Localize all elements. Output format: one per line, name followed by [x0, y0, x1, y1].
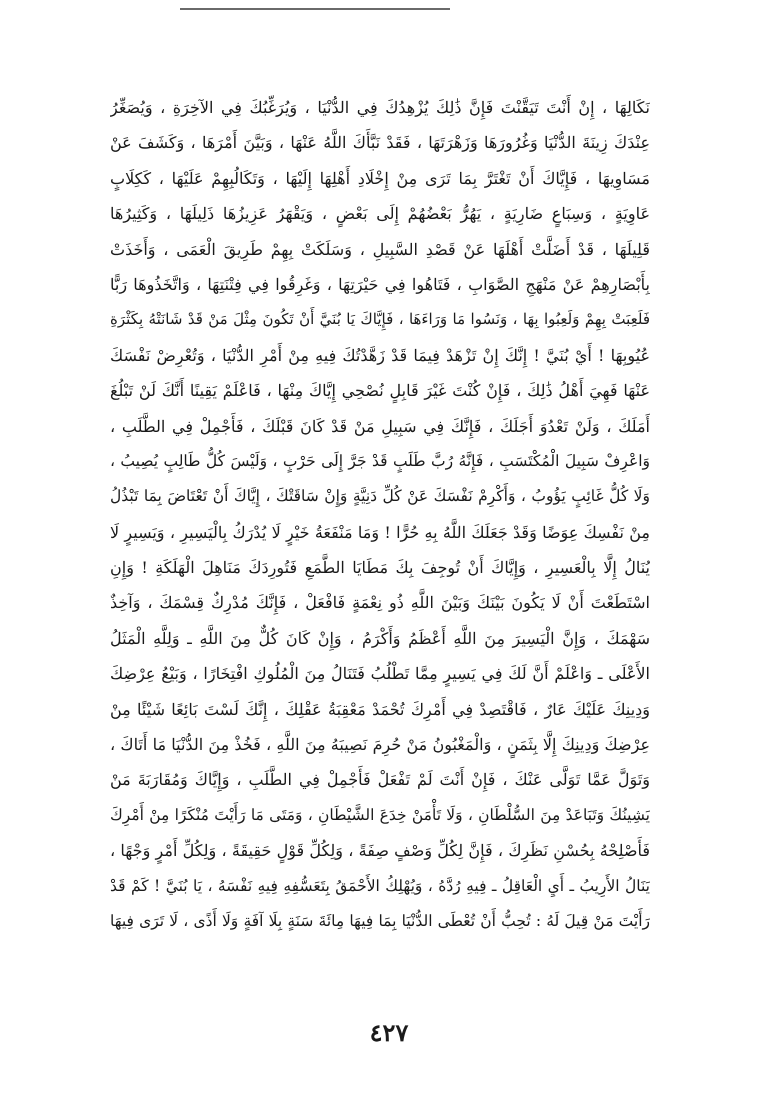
text-line: الأَعْلَى ـ وَاعْلَمْ أَنَّ لَكَ فِي يَسِيرٍ مِمَّا تَطْلُبُ فَتَنَالُ مِنَ الْمُلُوكِ افْتِخَارًا ، وَبَيْعُ عِرْضِكَ: [110, 664, 650, 684]
text-line: عِرْضِكَ وَدِينِكَ إِلَّا بِثَمَنٍ ، وَالْمَغْبُونُ مَنْ حُرِمَ نَصِيبَهُ مِنَ اللَّهِ ، فَخُذْ مِنَ الدُّنْيَا مَا أَتَاكَ ،: [110, 735, 650, 755]
text-line: عُيُوبِهَا ! أَيْ بُنَيَّ ! إِنَّكَ إِنْ تَزْهَدْ فِيمَا قَدْ زَهَّدْتُكَ فِيهِ مِنْ أَمْرِ الدُّنْيَا ، وَتُعْرِضْ نَفْسَكَ: [110, 345, 650, 365]
text-line: مِنْ نَفْسِكَ عِوَضًا وَقَدْ جَعَلَكَ اللَّهُ بِهِ حُرًّا ! وَمَا مَنْفَعَةُ خَيْرٍ لَا يُدْرَكُ بِالْيَسِيرِ ، وَيَسِيرٍ لَا: [110, 522, 650, 542]
page-text: [110, 90, 650, 939]
text-line: وَتَوَلَّ عَمَّا تَوَلَّى عَنْكَ ، فَإِنْ أَنْتَ لَمْ تَفْعَلْ فَأَجْمِلْ فِي الطَّلَبِ ، وَإِيَّاكَ وَمُقَارَبَةَ مَنْ: [110, 770, 650, 790]
text-line: رَأَيْتَ مَنْ قِيلَ لَهُ : تُحِبُّ أَنْ تُعْطَى الدُّنْيَا بِمَا فِيهَا مِائَةَ سَنَةٍ بِلَا آفَةٍ وَلَا أَذًى ، لَا تَرَى فِيهَا: [110, 911, 650, 930]
text-line: يَشِينُكَ وَتَبَاعَدْ مِنَ السُّلْطَانِ ، وَلَا تَأْمَنْ خِدَعَ الشَّيْطَانِ ، وَمَتَى مَا رَأَيْتَ مُنْكَرًا مِنْ أَمْرِكَ: [110, 805, 650, 824]
text-line: سَهْمَكَ ، وَإِنَّ الْيَسِيرَ مِنَ اللَّهِ أَعْظَمُ وَأَكْرَمُ ، وَإِنْ كَانَ كُلٌّ مِنَ اللَّهِ ـ وَلِلَّهِ الْمَثَلُ: [110, 628, 650, 648]
text-line: عَنْهَا فَهِيَ أَهْلُ ذَٰلِكَ ، فَإِنْ كُنْتَ غَيْرَ قَابِلٍ نُصْحِي إِيَّاكَ مِنْهَا ، فَاعْلَمْ يَقِينًا أَنَّكَ لَنْ تَبْلُغَ: [110, 381, 650, 401]
text-line: وَاعْرِفْ سَبِيلَ الْمُكْتَسَبِ ، فَإِنَّهُ رُبَّ طَلَبٍ قَدْ جَرَّ إِلَى حَرْبٍ ، وَلَيْسَ كُلُّ طَالِبٍ يُصِيبُ ،: [110, 451, 650, 470]
page-number: ٤٢٧: [369, 1018, 409, 1047]
text-line: عِنْدَكَ زِينَةَ الدُّنْيَا وَغُرُورَهَا وَزَهْرَتَهَا ، فَقَدْ نَبَّأَكَ اللَّهُ عَنْهَا ، وَبَيَّنَ أَمْرَهَا ، وَكَشَفَ عَنْ: [110, 133, 650, 153]
top-rule: [180, 8, 450, 10]
text-line: وَلَا كُلُّ غَائِبٍ يَؤُوبُ ، وَأَكْرِمْ نَفْسَكَ عَنْ كُلِّ دَنِيَّةٍ وَإِنْ سَاقَتْكَ ، إِيَّاكَ أَنْ تَعْتَاضَ بِمَا تَبْذُلُ: [110, 487, 650, 506]
text-line: عَاوِيَةٍ ، وَسِبَاعٍ ضَارِيَةٍ ، يَهُرُّ بَعْضُهُمْ إِلَى بَعْضٍ ، وَيَقْهَرُ عَزِيزُهَا ذَلِيلَهَا ، وَكَثِيرُهَا: [110, 204, 650, 224]
text-line: فَلَعِبَتْ بِهِمْ وَلَعِبُوا بِهَا ، وَنَسُوا مَا وَرَاءَهَا ، فَإِيَّاكَ يَا بُنَيَّ أَنْ تَكُونَ مِثْلَ مَنْ قَدْ شَانَتْهُ بِكَثْرَةِ: [110, 310, 650, 329]
text-line: قَلِيلَهَا ، قَدْ أَضَلَّتْ أَهْلَهَا عَنْ قَصْدِ السَّبِيلِ ، وَسَلَكَتْ بِهِمْ طَرِيقَ الْعَمَى ، وَأَخَذَتْ: [110, 239, 650, 259]
text-line: يُنَالُ إِلَّا بِالْعَسِيرِ ، وَإِيَّاكَ أَنْ تُوجِفَ بِكَ مَطَايَا الطَّمَعِ فَتُورِدَكَ مَنَاهِلَ الْهَلَكَةِ ! وَإِنِ: [110, 558, 650, 578]
text-line: وَدِينِكَ عَلَيْكَ عَارٌ ، فَاقْتَصِدْ فِي أَمْرِكَ تُحْمَدْ مَعْقِبَةُ عَقْلِكَ ، إِنَّكَ لَسْتَ بَائِعًا شَيْئًا مِنْ: [110, 699, 650, 719]
text-line: نَكَالِهَا ، إِنْ أَنْتَ تَيَقَّنْتَ فَإِنَّ ذَٰلِكَ يُزْهِدُكَ فِي الدُّنْيَا ، وَيُرَغِّبُكَ فِي الآخِرَةِ ، وَيُصَغِّرُ: [110, 98, 650, 117]
text-line: أَمَلَكَ ، وَلَنْ تَعْدُوَ أَجَلَكَ ، فَإِنَّكَ فِي سَبِيلِ مَنْ قَدْ كَانَ قَبْلَكَ ، فَأَجْمِلْ فِي الطَّلَبِ ،: [110, 416, 650, 436]
text-line: اسْتَطَعْتَ أَنْ لَا يَكُونَ بَيْنَكَ وَبَيْنَ اللَّهِ ذُو نِعْمَةٍ فَافْعَلْ ، فَإِنَّكَ مُدْرِكٌ قِسْمَكَ ، وَآخِذٌ: [110, 593, 650, 613]
text-line: بِأَبْصَارِهِمْ عَنْ مَنْهَجِ الصَّوَابِ ، فَتَاهُوا فِي حَيْرَتِهَا ، وَغَرِقُوا فِي فِتْنَتِهَا ، وَاتَّخَذُوهَا رَبًّا: [110, 274, 650, 294]
text-line: يَنَالُ الأَرِيبُ ـ أَيِ الْعَاقِلُ ـ فِيهِ رُدَّهُ ، وَيُهْلِكُ الأَحْمَقُ بِتَعَسُّفِهِ فِيهِ نَفْسَهُ ، يَا بُنَيَّ ! كَمْ قَدْ: [110, 876, 650, 895]
text-line: فَأَصْلِحْهُ بِحُسْنِ نَظَرِكَ ، فَإِنَّ لِكُلِّ وَصْفٍ صِفَةً ، وَلِكُلِّ قَوْلٍ حَقِيقَةً ، وَلِكُلِّ أَمْرٍ وَجْهًا ،: [110, 841, 650, 861]
text-line: مَسَاوِيهَا ، فَإِيَّاكَ أَنْ تَغْتَرَّ بِمَا تَرَى مِنْ إِخْلَادِ أَهْلِهَا إِلَيْهَا ، وَتَكَالُبِهِمْ عَلَيْهَا ، كَكِلَابٍ: [110, 168, 650, 188]
